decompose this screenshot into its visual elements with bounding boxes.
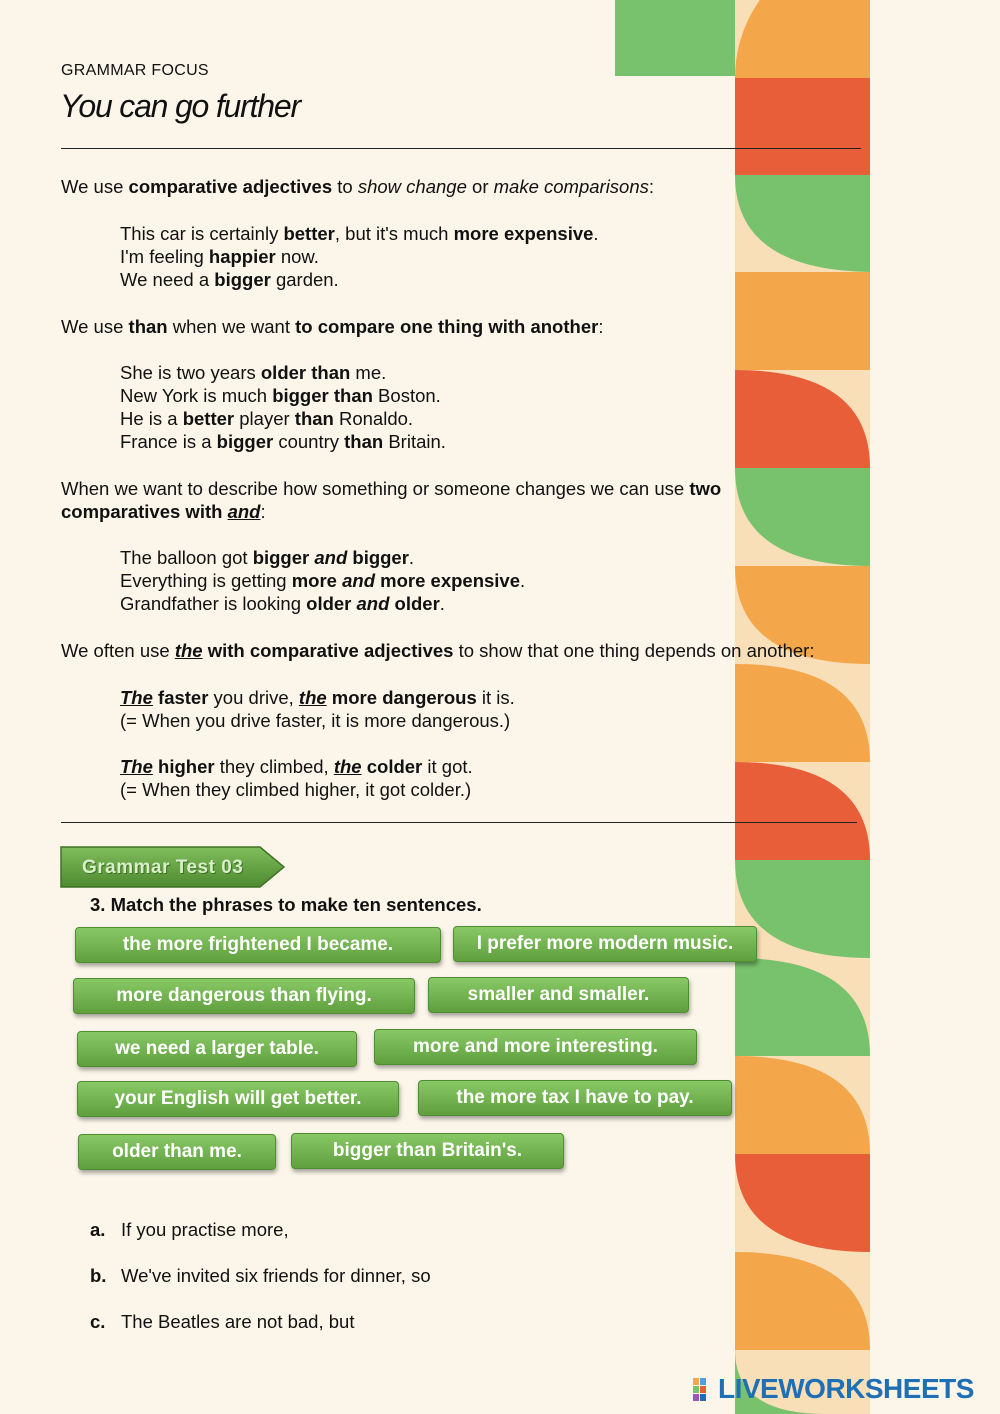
rule-intro-2: We use than when we want to compare one thing with another: — [61, 316, 604, 337]
example-sentence: Everything is getting more and more expensive. — [120, 570, 526, 591]
divider — [61, 148, 861, 149]
section-eyebrow: GRAMMAR FOCUS — [61, 62, 209, 79]
example-sentence: The faster you drive, the more dangerous it is. — [120, 687, 515, 708]
rule-intro-3: When we want to describe how something or someone changes we can use two — [61, 478, 722, 499]
question-item[interactable]: c. The Beatles are not bad, but — [90, 1311, 355, 1332]
example-note: (= When you drive faster, it is more dangerous.) — [120, 710, 511, 731]
answer-chip[interactable]: more and more interesting. — [374, 1029, 697, 1065]
page-title: You can go further — [60, 88, 300, 124]
grammar-test-tab — [60, 846, 285, 888]
decorative-pattern — [610, 0, 870, 1414]
example-sentence: This car is certainly better, but it's much more expensive. — [120, 223, 599, 244]
example-sentence: The higher they climbed, the colder it got. — [120, 756, 473, 777]
answer-chip[interactable]: bigger than Britain's. — [291, 1133, 564, 1169]
answer-chip[interactable]: older than me. — [78, 1134, 276, 1170]
answer-chip[interactable]: more dangerous than flying. — [73, 978, 415, 1014]
example-sentence: The balloon got bigger and bigger. — [120, 547, 415, 568]
answer-chip[interactable]: the more frightened I became. — [75, 927, 441, 963]
liveworksheets-logo-icon — [693, 1374, 715, 1406]
answer-chip[interactable]: the more tax I have to pay. — [418, 1080, 732, 1116]
example-sentence: Grandfather is looking older and older. — [120, 593, 445, 614]
example-sentence: France is a bigger country than Britain. — [120, 431, 446, 452]
answer-chip[interactable]: smaller and smaller. — [428, 977, 689, 1013]
question-item[interactable]: a. If you practise more, — [90, 1219, 289, 1240]
rule-intro-1: We use comparative adjectives to show change or make comparisons: — [61, 176, 655, 197]
liveworksheets-logo[interactable]: LIVEWORKSHEETS — [718, 1373, 974, 1404]
divider — [61, 822, 857, 823]
answer-chip[interactable]: your English will get better. — [77, 1081, 399, 1117]
rule-intro-4: We often use the with comparative adjectives to show that one thing depends on another: — [61, 640, 815, 661]
example-sentence: We need a bigger garden. — [120, 269, 339, 290]
answer-chip[interactable]: we need a larger table. — [77, 1031, 357, 1067]
example-sentence: I'm feeling happier now. — [120, 246, 319, 267]
example-sentence: She is two years older than me. — [120, 362, 387, 383]
grammar-test-label: Grammar Test 03 — [82, 857, 244, 878]
exercise-instruction: 3. Match the phrases to make ten sentences. — [90, 894, 482, 915]
example-note: (= When they climbed higher, it got colder.) — [120, 779, 472, 800]
rule-intro-3-cont: comparatives with and: — [61, 501, 266, 522]
example-sentence: He is a better player than Ronaldo. — [120, 408, 414, 429]
question-item[interactable]: b. We've invited six friends for dinner, so — [90, 1265, 431, 1286]
answer-chip[interactable]: I prefer more modern music. — [453, 926, 757, 962]
example-sentence: New York is much bigger than Boston. — [120, 385, 441, 406]
